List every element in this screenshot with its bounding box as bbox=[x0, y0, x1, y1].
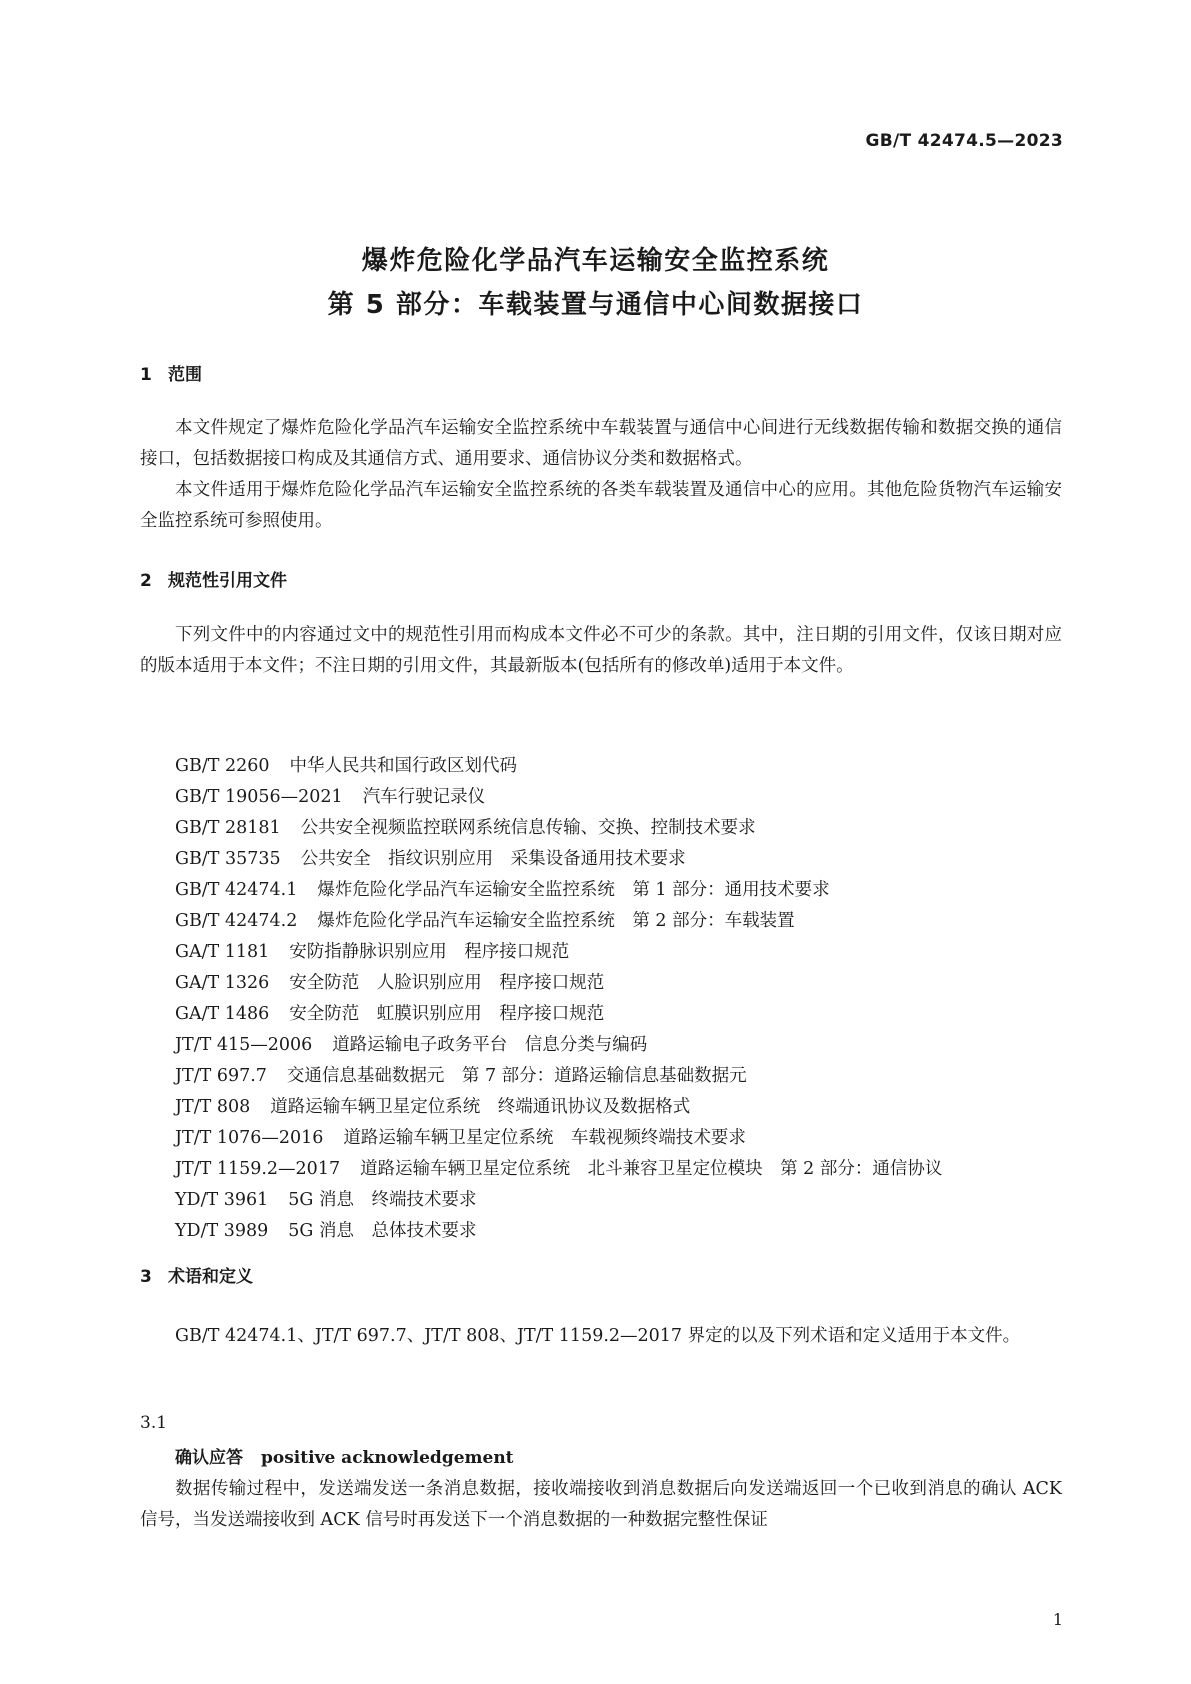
section-number: 3 bbox=[140, 1267, 152, 1287]
reference-title: 安全防范 虹膜识别应用 程序接口规范 bbox=[289, 1004, 605, 1024]
section-3-intro: GB/T 42474.1、JT/T 697.7、JT/T 808、JT/T 1159.2—2017 界定的以及下列术语和定义适用于本文件。 bbox=[175, 1326, 1021, 1346]
reference-code: JT/T 808 bbox=[175, 1097, 251, 1117]
term-name bbox=[175, 1443, 514, 1468]
reference-title: 爆炸危险化学品汽车运输安全监控系统 第 1 部分：通用技术要求 bbox=[317, 880, 830, 900]
reference-code: JT/T 415—2006 bbox=[175, 1035, 313, 1055]
term-number: 3.1 bbox=[140, 1413, 168, 1433]
section-1-paragraph-2: 本文件适用于爆炸危险化学品汽车运输安全监控系统的各类车载装置及通信中心的应用。其他危险货物汽车运输安全监控系统可参照使用。 bbox=[140, 480, 1062, 531]
reference-code: GB/T 2260 bbox=[175, 756, 270, 776]
term-name-en: positive acknowledgement bbox=[261, 1448, 514, 1468]
reference-title: 道路运输车辆卫星定位系统 终端通讯协议及数据格式 bbox=[270, 1097, 691, 1117]
reference-item bbox=[175, 844, 942, 875]
reference-item bbox=[175, 937, 942, 968]
reference-code: JT/T 1159.2—2017 bbox=[175, 1159, 341, 1179]
reference-title: 道路运输电子政务平台 信息分类与编码 bbox=[332, 1035, 648, 1055]
reference-title: 公共安全 指纹识别应用 采集设备通用技术要求 bbox=[300, 849, 686, 869]
reference-title: 安全防范 人脸识别应用 程序接口规范 bbox=[289, 973, 605, 993]
term-name-cn: 确认应答 bbox=[175, 1448, 243, 1468]
reference-code: JT/T 1076—2016 bbox=[175, 1128, 324, 1148]
page-number: 1 bbox=[1052, 1610, 1063, 1629]
section-2-heading bbox=[140, 566, 287, 591]
section-2-intro: 下列文件中的内容通过文中的规范性引用而构成本文件必不可少的条款。其中，注日期的引用文件，仅该日期对应的版本适用于本文件；不注日期的引用文件，其最新版本(包括所有的修改单)适用于本文件。 bbox=[140, 625, 1062, 676]
reference-title: 中华人民共和国行政区划代码 bbox=[289, 756, 518, 776]
term-definition: 数据传输过程中，发送端发送一条消息数据，接收端接收到消息数据后向发送端返回一个已收到消息的确认 ACK 信号，当发送端接收到 ACK 信号时再发送下一个消息数据的一种数据完整性保证 bbox=[140, 1479, 1062, 1530]
reference-code: GB/T 28181 bbox=[175, 818, 281, 838]
reference-title: 交通信息基础数据元 第 7 部分：道路运输信息基础数据元 bbox=[286, 1066, 747, 1086]
reference-item bbox=[175, 1030, 942, 1061]
reference-code: YD/T 3961 bbox=[175, 1190, 269, 1210]
reference-item bbox=[175, 1216, 942, 1247]
reference-code: JT/T 697.7 bbox=[175, 1066, 267, 1086]
reference-code: GB/T 19056—2021 bbox=[175, 787, 343, 807]
reference-item bbox=[175, 906, 942, 937]
section-number: 1 bbox=[140, 365, 152, 385]
reference-code: GA/T 1326 bbox=[175, 973, 270, 993]
reference-title: 5G 消息 总体技术要求 bbox=[288, 1221, 477, 1241]
reference-item bbox=[175, 1092, 942, 1123]
reference-code: GA/T 1486 bbox=[175, 1004, 270, 1024]
reference-title: 爆炸危险化学品汽车运输安全监控系统 第 2 部分：车载装置 bbox=[317, 911, 795, 931]
reference-item bbox=[175, 968, 942, 999]
reference-title: 公共安全视频监控联网系统信息传输、交换、控制技术要求 bbox=[300, 818, 756, 838]
reference-item bbox=[175, 1154, 942, 1185]
section-title: 规范性引用文件 bbox=[168, 571, 287, 591]
reference-item bbox=[175, 782, 942, 813]
reference-title: 安防指静脉识别应用 程序接口规范 bbox=[289, 942, 570, 962]
reference-code: GA/T 1181 bbox=[175, 942, 270, 962]
reference-item bbox=[175, 1185, 942, 1216]
reference-code: YD/T 3989 bbox=[175, 1221, 269, 1241]
section-title: 术语和定义 bbox=[168, 1267, 253, 1287]
reference-code: GB/T 42474.2 bbox=[175, 911, 298, 931]
normative-references-list bbox=[175, 751, 942, 1247]
reference-title: 5G 消息 终端技术要求 bbox=[288, 1190, 477, 1210]
document-title-line-1: 爆炸危险化学品汽车运输安全监控系统 bbox=[361, 246, 830, 276]
section-1-heading bbox=[140, 360, 202, 385]
reference-item bbox=[175, 875, 942, 906]
reference-code: GB/T 35735 bbox=[175, 849, 281, 869]
reference-title: 道路运输车辆卫星定位系统 北斗兼容卫星定位模块 第 2 部分：通信协议 bbox=[360, 1159, 943, 1179]
reference-title: 汽车行驶记录仪 bbox=[362, 787, 486, 807]
reference-title: 道路运输车辆卫星定位系统 车载视频终端技术要求 bbox=[343, 1128, 746, 1148]
section-1-paragraph-1: 本文件规定了爆炸危险化学品汽车运输安全监控系统中车载装置与通信中心间进行无线数据传输和数据交换的通信接口，包括数据接口构成及其通信方式、通用要求、通信协议分类和数据格式。 bbox=[140, 418, 1062, 469]
reference-item bbox=[175, 1061, 942, 1092]
section-number: 2 bbox=[140, 571, 152, 591]
reference-item bbox=[175, 1123, 942, 1154]
reference-item bbox=[175, 999, 942, 1030]
reference-item bbox=[175, 751, 942, 782]
section-3-heading bbox=[140, 1262, 253, 1287]
reference-item bbox=[175, 813, 942, 844]
standard-code: GB/T 42474.5—2023 bbox=[865, 131, 1063, 151]
document-title-line-2: 第 5 部分：车载装置与通信中心间数据接口 bbox=[327, 290, 864, 320]
reference-code: GB/T 42474.1 bbox=[175, 880, 298, 900]
section-title: 范围 bbox=[168, 365, 202, 385]
